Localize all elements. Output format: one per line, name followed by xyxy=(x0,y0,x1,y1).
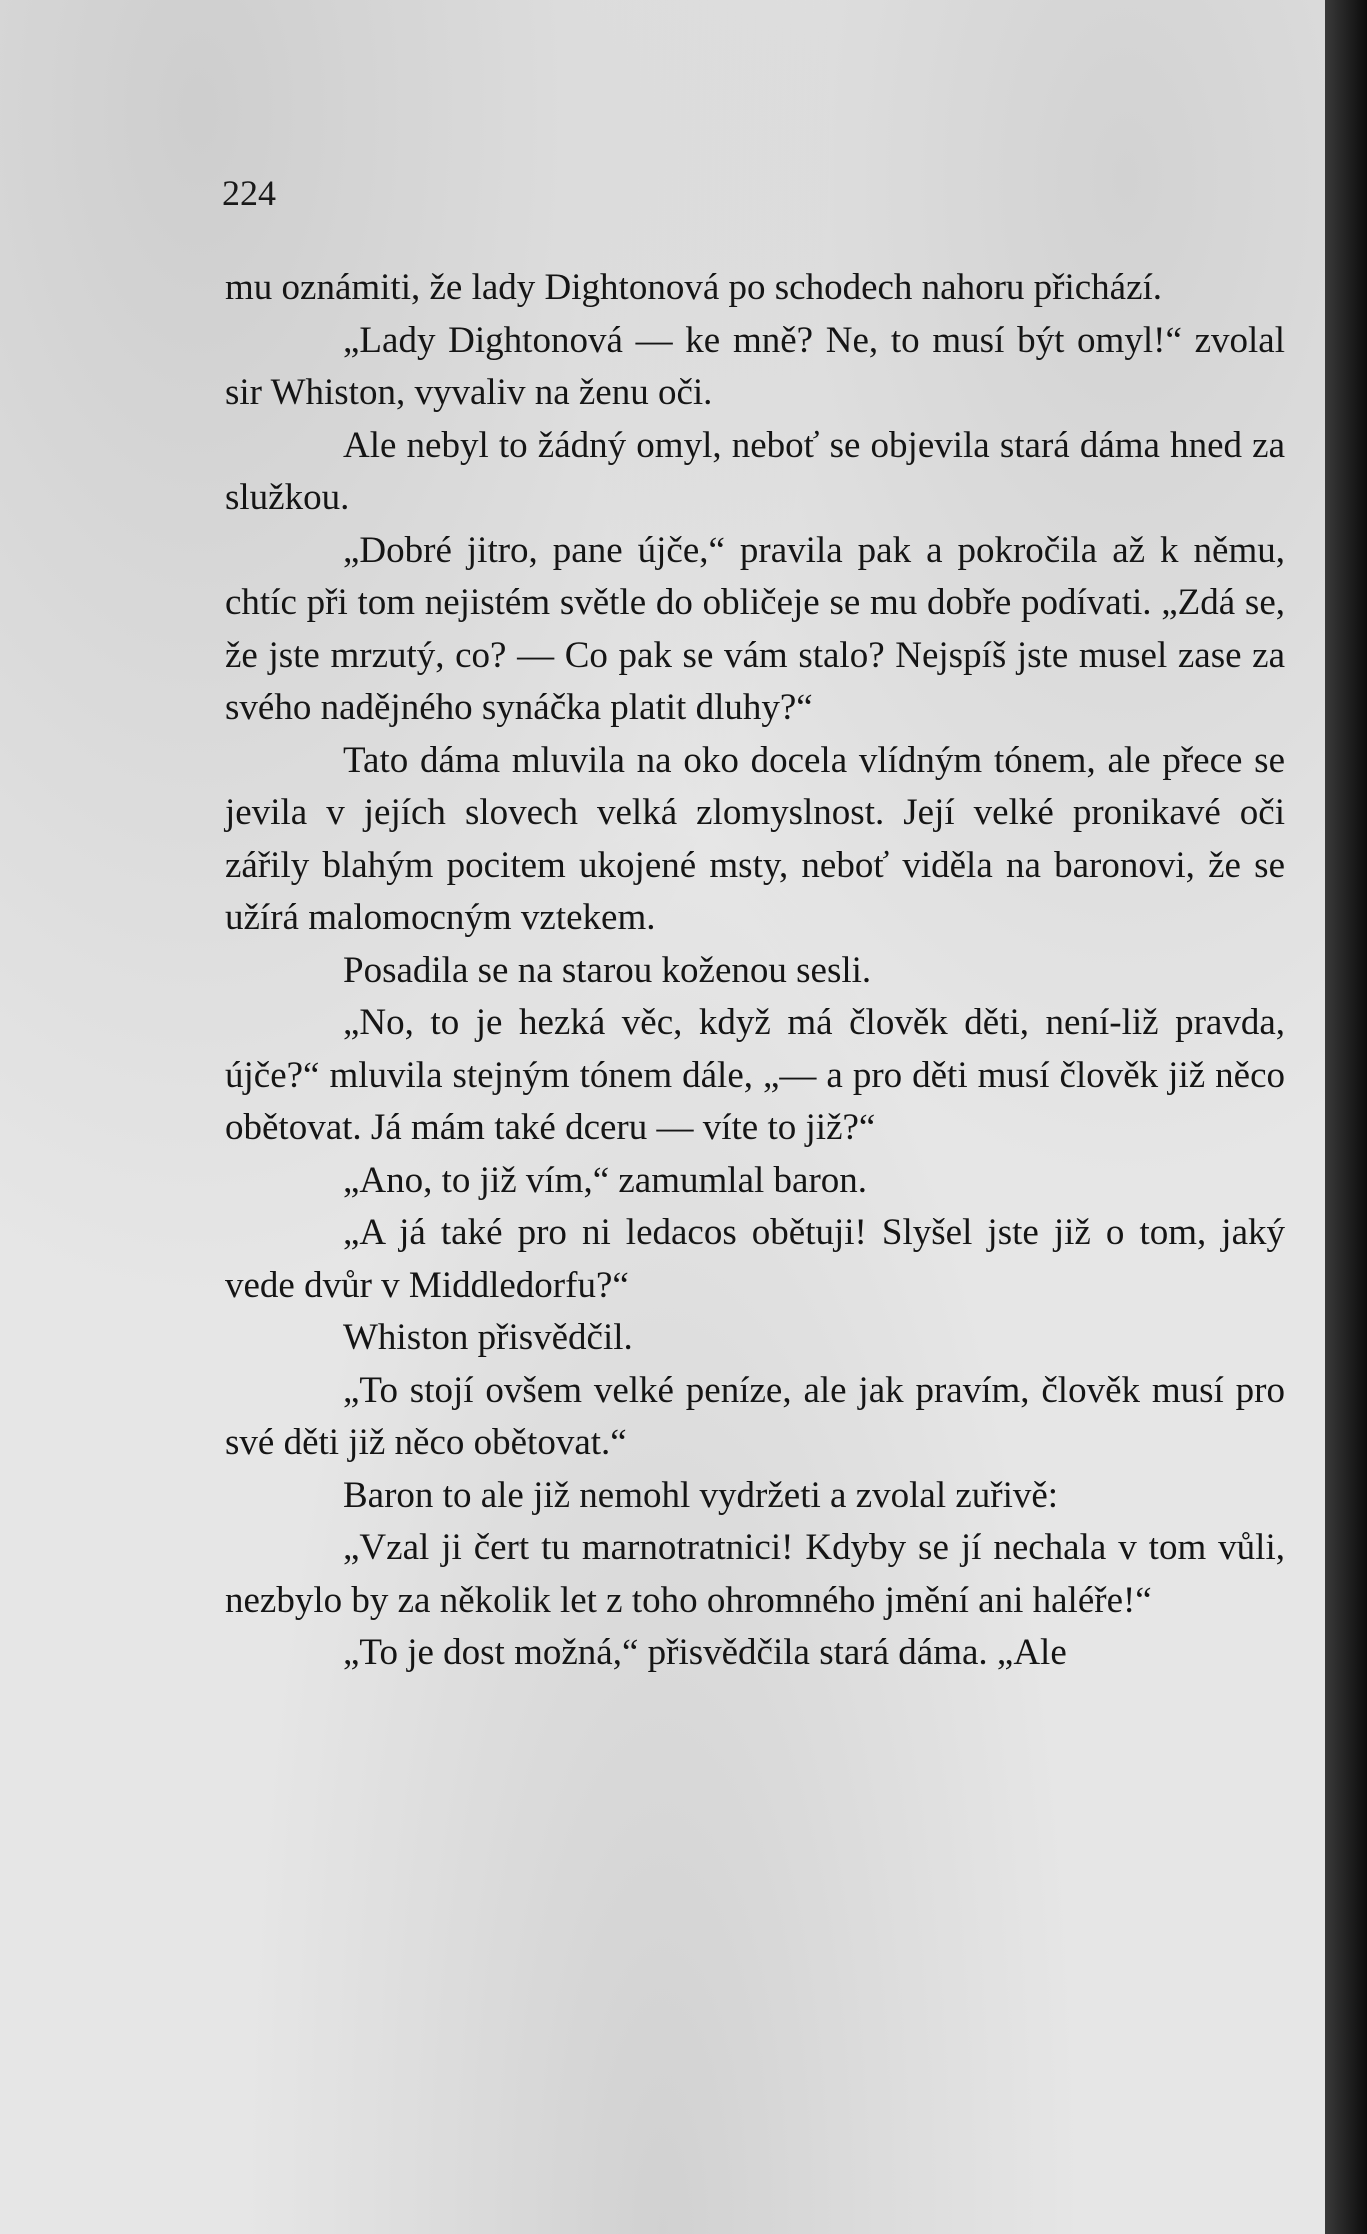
paragraph: „To je dost možná,“ přisvědčila stará dáma. „Ale xyxy=(343,1632,1067,1673)
paragraph: „To stojí ovšem velké peníze, ale jak pravím, člověk musí pro své děti již něco obětovat.“ xyxy=(225,1369,1285,1463)
paragraph: „Lady Dightonová — ke mně? Ne, to musí být omyl!“ zvolal sir Whiston, vyvaliv na ženu oči. xyxy=(225,319,1285,413)
page-number: 224 xyxy=(222,173,276,213)
paragraph: „No, to je hezká věc, když má člověk děti, není-liž pravda, újče?“ mluvila stejným tónem dále, „— a pro děti musí člověk již něco obětovat. Já mám také dceru — víte to již?“ xyxy=(225,1002,1285,1148)
paragraph: Baron to ale již nemohl vydržeti a zvolal zuřivě: xyxy=(343,1474,1059,1516)
paragraph: „Ano, to již vím,“ zamumlal baron. xyxy=(343,1159,868,1201)
paragraph: Whiston přisvědčil. xyxy=(343,1317,633,1358)
paragraph: Tato dáma mluvila na oko docela vlídným tónem, ale přece se jevila v jejích slovech velká zlomyslnost. Její velké pronikavé oči zářily blahým pocitem ukojené msty, neboť viděla na baronovi, že se užírá malomocným vztekem. xyxy=(225,739,1285,938)
page-edge-shadow xyxy=(1325,0,1367,2234)
body-text xyxy=(225,262,1285,1680)
paragraph: Ale nebyl to žádný omyl, neboť se objevila stará dáma hned za služkou. xyxy=(225,424,1285,518)
paragraph: Posadila se na starou koženou sesli. xyxy=(343,949,872,991)
paragraph: „Dobré jitro, pane újče,“ pravila pak a pokročila až k němu, chtíc při tom nejistém světle do obličeje se mu dobře podívati. „Zdá se, že jste mrzutý, co? — Co pak se vám stalo? Nejspíš jste musel zase za svého nadějného synáčka platit dluhy?“ xyxy=(225,529,1285,728)
paragraph: mu oznámiti, že lady Dightonová po schodech nahoru přichází. xyxy=(225,267,1163,308)
paragraph: „Vzal ji čert tu marnotratnici! Kdyby se jí nechala v tom vůli, nezbylo by za několik let z toho ohromného jmění ani haléře!“ xyxy=(225,1527,1285,1621)
paragraph: „A já také pro ni ledacos obětuji! Slyšel jste již o tom, jaký vede dvůr v Middledorfu?“ xyxy=(225,1212,1285,1306)
